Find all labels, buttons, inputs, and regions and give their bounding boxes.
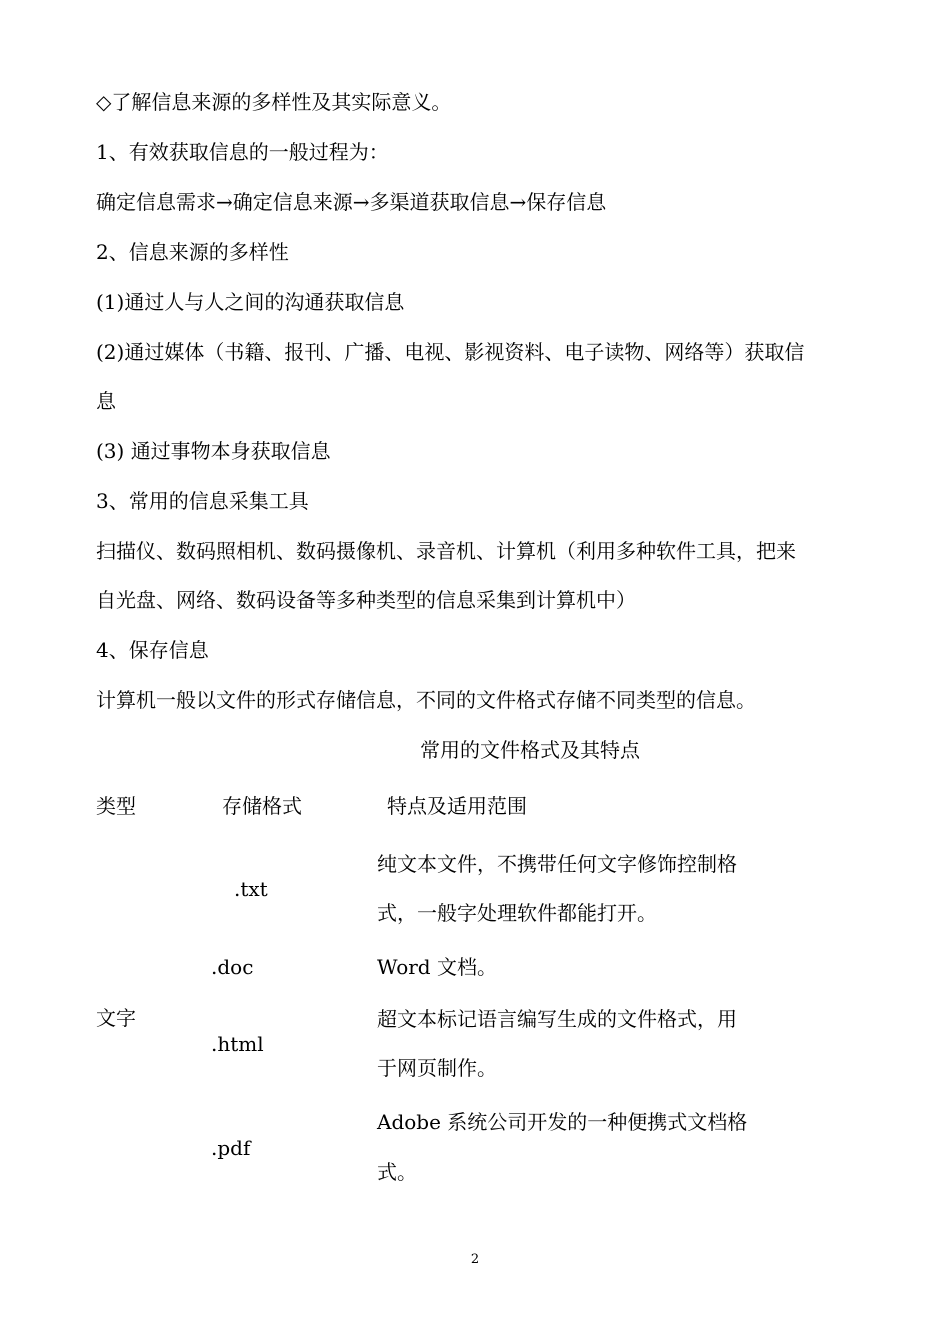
text-line: 计算机一般以文件的形式存储信息，不同的文件格式存储不同类型的信息。 <box>96 688 756 712</box>
desc-line: 纯文本文件，不携带任何文字修饰控制格 <box>377 852 737 876</box>
desc-line: Word 文档。 <box>377 955 497 979</box>
text-line: 确定信息需求→确定信息来源→多渠道获取信息→保存信息 <box>96 190 607 214</box>
text-line: 3、常用的信息采集工具 <box>96 489 309 513</box>
desc-line: Adobe 系统公司开发的一种便携式文档格 <box>377 1110 748 1134</box>
table-header-type: 类型 <box>96 794 136 818</box>
page-number: 2 <box>470 1252 480 1267</box>
text-line: 1、有效获取信息的一般过程为： <box>96 140 389 164</box>
text-line: (2)通过媒体（书籍、报刊、广播、电视、影视资料、电子读物、网络等）获取信 <box>96 340 805 364</box>
desc-line: 超文本标记语言编写生成的文件格式，用 <box>377 1007 737 1031</box>
format-cell: .html <box>211 1032 264 1056</box>
text-line: 自光盘、网络、数码设备等多种类型的信息采集到计算机中） <box>96 588 636 612</box>
table-header-desc: 特点及适用范围 <box>387 794 527 818</box>
text-line: 息 <box>96 389 116 413</box>
table-type-label: 文字 <box>96 1006 136 1030</box>
table-caption: 常用的文件格式及其特点 <box>420 738 640 762</box>
text-line: ◇了解信息来源的多样性及其实际意义。 <box>96 90 452 114</box>
table-header-format: 存储格式 <box>222 794 302 818</box>
text-line: (3) 通过事物本身获取信息 <box>96 439 331 463</box>
desc-line: 于网页制作。 <box>377 1056 497 1080</box>
desc-line: 式。 <box>377 1160 417 1184</box>
text-line: 2、信息来源的多样性 <box>96 240 289 264</box>
text-line: (1)通过人与人之间的沟通获取信息 <box>96 290 405 314</box>
format-cell: .txt <box>234 877 268 901</box>
text-line: 4、保存信息 <box>96 638 209 662</box>
format-cell: .doc <box>211 955 254 979</box>
desc-line: 式，一般字处理软件都能打开。 <box>377 901 657 925</box>
format-cell: .pdf <box>211 1136 251 1160</box>
text-line: 扫描仪、数码照相机、数码摄像机、录音机、计算机（利用多种软件工具，把来 <box>96 539 796 563</box>
